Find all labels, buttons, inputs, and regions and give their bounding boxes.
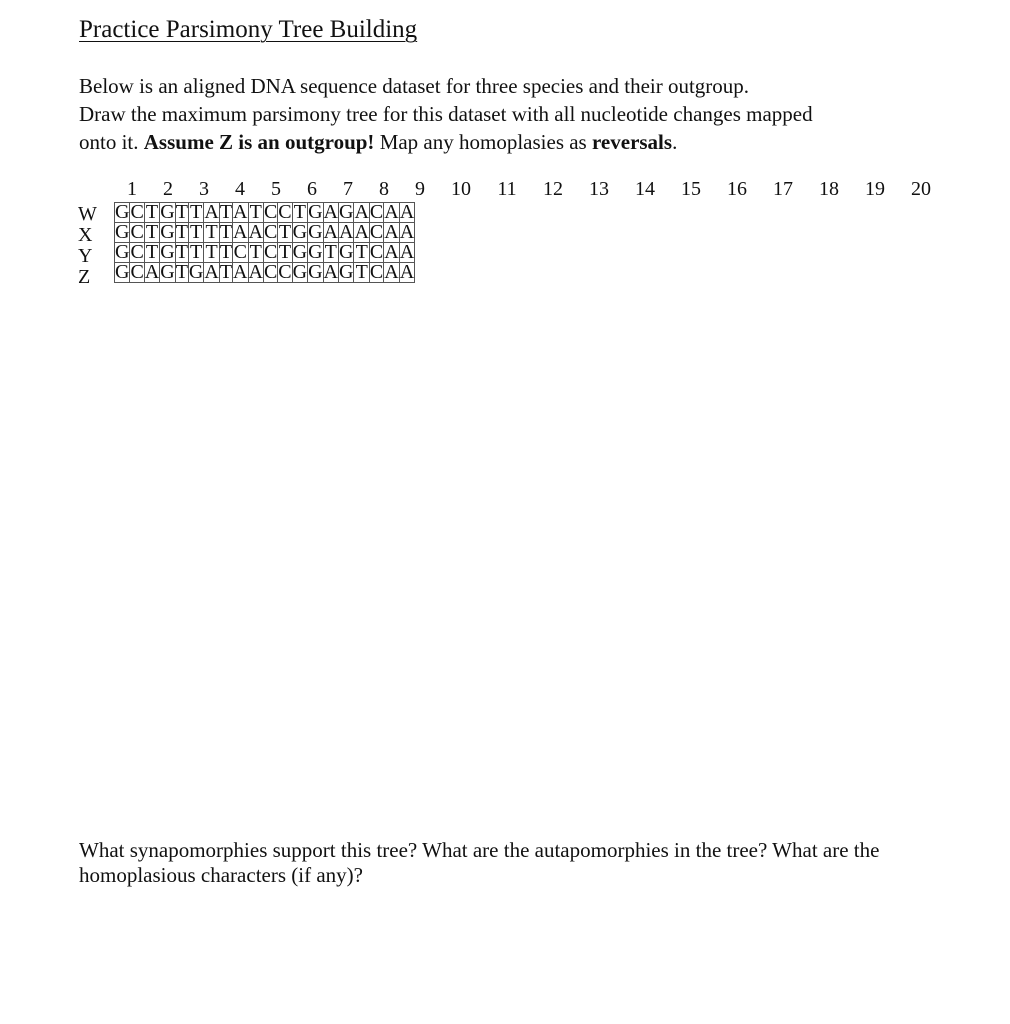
- nucleotide-cell: T: [145, 201, 159, 223]
- taxon-label: Y: [78, 245, 93, 267]
- nucleotide-cell: A: [399, 201, 415, 223]
- nucleotide-cell: G: [160, 221, 175, 243]
- sequence-row: [115, 263, 415, 283]
- column-number: 2: [163, 178, 173, 200]
- column-number: 3: [199, 178, 209, 200]
- column-number: 19: [865, 178, 885, 200]
- nucleotide-cell: T: [293, 201, 306, 223]
- taxon-label: X: [78, 224, 93, 246]
- nucleotide-cell: A: [233, 261, 248, 283]
- instructions-text: Map any homoplasies as: [374, 130, 592, 154]
- nucleotide-cell: C: [130, 221, 144, 243]
- nucleotide-cell: G: [292, 241, 308, 263]
- nucleotide-cell: T: [175, 221, 188, 243]
- nucleotide-cell: A: [399, 221, 415, 243]
- nucleotide-cell: A: [323, 221, 338, 243]
- nucleotide-cell: C: [369, 221, 384, 243]
- nucleotide-cell: C: [263, 221, 278, 243]
- instructions-text: onto it.: [79, 130, 144, 154]
- nucleotide-cell: T: [219, 221, 233, 243]
- nucleotide-cell: G: [308, 201, 323, 223]
- nucleotide-cell: T: [175, 241, 188, 263]
- nucleotide-cell: A: [339, 221, 354, 243]
- nucleotide-cell: G: [308, 241, 323, 263]
- nucleotide-cell: A: [323, 261, 338, 283]
- sequence-row: [115, 203, 415, 223]
- column-number: 11: [497, 178, 517, 200]
- nucleotide-cell: T: [205, 241, 218, 263]
- column-number: 12: [543, 178, 563, 200]
- nucleotide-cell: C: [278, 261, 292, 283]
- nucleotide-cell: C: [263, 241, 278, 263]
- nucleotide-cell: A: [204, 261, 219, 283]
- sequence-row: [115, 243, 415, 263]
- nucleotide-cell: G: [160, 201, 175, 223]
- nucleotide-cell: T: [278, 221, 292, 243]
- nucleotide-cell: A: [384, 221, 399, 243]
- instructions-text: .: [672, 130, 678, 154]
- nucleotide-cell: G: [308, 261, 323, 283]
- column-number: 1: [127, 178, 137, 200]
- instructions-line-3: [79, 128, 959, 156]
- column-number: 7: [343, 178, 353, 200]
- nucleotide-cell: C: [369, 241, 384, 263]
- nucleotide-cell: G: [160, 261, 175, 283]
- nucleotide-cell: A: [204, 201, 219, 223]
- nucleotide-cell: T: [219, 261, 233, 283]
- nucleotide-cell: G: [115, 201, 130, 223]
- nucleotide-cell: T: [175, 261, 188, 283]
- nucleotide-cell: A: [233, 221, 248, 243]
- column-number: 16: [727, 178, 747, 200]
- column-number: 14: [635, 178, 655, 200]
- nucleotide-cell: C: [130, 261, 144, 283]
- column-number: 20: [911, 178, 931, 200]
- nucleotide-cell: T: [145, 241, 159, 263]
- nucleotide-cell: T: [249, 241, 262, 263]
- nucleotide-cell: G: [339, 261, 354, 283]
- column-number: 6: [307, 178, 317, 200]
- nucleotide-cell: C: [278, 201, 292, 223]
- nucleotide-cell: T: [175, 201, 188, 223]
- nucleotide-cell: A: [354, 221, 369, 243]
- instructions-line-1: Below is an aligned DNA sequence dataset for three species and their outgroup.: [79, 74, 750, 98]
- nucleotide-cell: T: [249, 201, 262, 223]
- nucleotide-cell: A: [354, 201, 369, 223]
- nucleotide-cell: G: [292, 221, 308, 243]
- nucleotide-cell: G: [160, 241, 175, 263]
- nucleotide-cell: G: [339, 241, 354, 263]
- page-title: Practice Parsimony Tree Building: [79, 16, 418, 43]
- nucleotide-cell: G: [292, 261, 308, 283]
- nucleotide-cell: T: [190, 221, 203, 243]
- nucleotide-cell: T: [324, 241, 337, 263]
- nucleotide-cell: A: [399, 241, 415, 263]
- nucleotide-cell: A: [399, 261, 415, 283]
- nucleotide-cell: T: [190, 241, 203, 263]
- column-number: 4: [235, 178, 245, 200]
- nucleotide-cell: A: [233, 201, 248, 223]
- nucleotide-cell: T: [190, 201, 203, 223]
- nucleotide-cell: A: [384, 261, 399, 283]
- nucleotide-cell: G: [115, 221, 130, 243]
- nucleotide-cell: G: [115, 241, 130, 263]
- column-number: 9: [415, 178, 425, 200]
- nucleotide-cell: A: [248, 221, 263, 243]
- nucleotide-cell: C: [369, 261, 384, 283]
- sequence-row: [115, 223, 415, 243]
- column-number: 8: [379, 178, 389, 200]
- taxon-label: W: [78, 203, 97, 225]
- instructions: [79, 72, 959, 156]
- nucleotide-cell: G: [308, 221, 323, 243]
- instructions-line-2: Draw the maximum parsimony tree for this dataset with all nucleotide changes mapped: [79, 102, 813, 126]
- column-number: 5: [271, 178, 281, 200]
- column-number: 15: [681, 178, 701, 200]
- nucleotide-cell: T: [355, 261, 368, 283]
- nucleotide-cell: C: [130, 201, 144, 223]
- nucleotide-cell: T: [355, 241, 368, 263]
- nucleotide-cell: C: [369, 201, 384, 223]
- column-number: 13: [589, 178, 609, 200]
- nucleotide-cell: G: [188, 261, 204, 283]
- nucleotide-cell: T: [219, 201, 233, 223]
- nucleotide-cell: T: [219, 241, 233, 263]
- nucleotide-cell: G: [339, 201, 354, 223]
- column-number: 18: [819, 178, 839, 200]
- sequence-grid: [114, 202, 415, 283]
- nucleotide-cell: A: [384, 201, 399, 223]
- nucleotide-cell: T: [145, 221, 159, 243]
- reversals-term: reversals: [591, 130, 673, 154]
- column-number: 10: [451, 178, 471, 200]
- nucleotide-cell: A: [323, 201, 338, 223]
- taxon-label: Z: [78, 266, 91, 288]
- nucleotide-cell: A: [144, 261, 160, 283]
- column-number: 17: [773, 178, 793, 200]
- nucleotide-cell: A: [384, 241, 399, 263]
- nucleotide-cell: C: [263, 201, 278, 223]
- nucleotide-cell: T: [278, 241, 292, 263]
- nucleotide-cell: A: [248, 261, 263, 283]
- nucleotide-cell: C: [130, 241, 144, 263]
- nucleotide-cell: T: [205, 221, 218, 243]
- nucleotide-cell: C: [263, 261, 278, 283]
- nucleotide-cell: G: [115, 261, 130, 283]
- question-text: What synapomorphies support this tree? What are the autapomorphies in the tree? What are the homoplasious characters (if any)?: [79, 838, 880, 887]
- outgroup-note: Assume Z is an outgroup!: [143, 130, 375, 154]
- nucleotide-cell: C: [233, 241, 247, 263]
